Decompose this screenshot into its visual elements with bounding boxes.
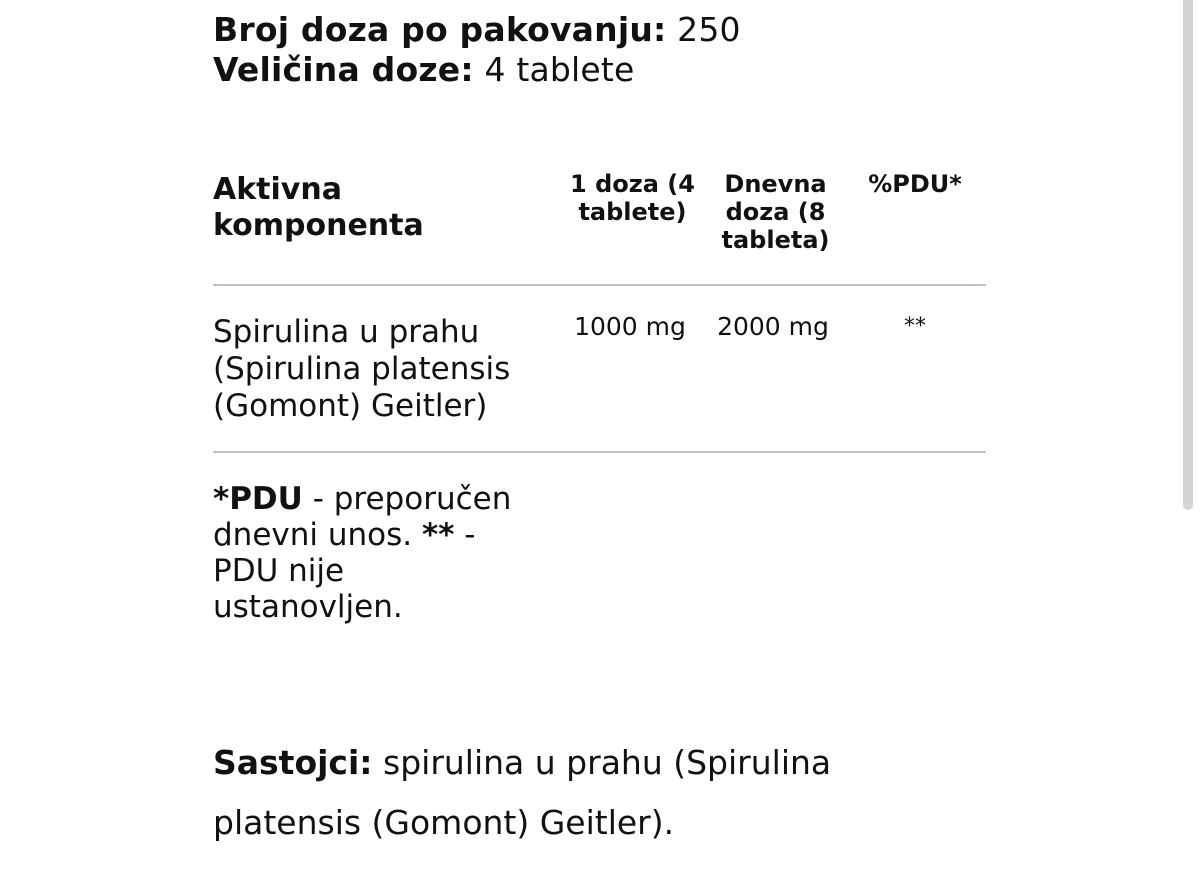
footnote-stars-definition: - PDU nije ustanovljen. (213, 517, 476, 625)
serving-size-value: 4 tablete (484, 50, 635, 89)
table-divider (213, 284, 986, 286)
ingredients-text: spirulina u prahu (Spirulina platensis (Gomont) Geitler). (213, 743, 832, 842)
scrollbar-thumb[interactable] (1183, 0, 1193, 510)
header-active-component: Aktivna komponenta (213, 172, 424, 243)
header-daily-dose: Dnevna doza (8 tableta) (721, 170, 830, 254)
footnote-pdu-definition: - preporučen dnevni unos. (213, 481, 512, 553)
table-cell-single-dose: 1000 mg (574, 312, 686, 341)
dose-info (213, 10, 741, 90)
serving-size (213, 50, 741, 90)
servings-value: 250 (677, 10, 741, 49)
footnote-pdu-term: *PDU (213, 481, 303, 517)
footnote-stars-term: ** (421, 517, 455, 553)
header-single-dose: 1 doza (4 tablete) (570, 170, 695, 226)
footnote (213, 481, 523, 625)
table-cell-ingredient: Spirulina u prahu (Spirulina platensis (Gomont) Geitler) (213, 314, 511, 424)
servings-per-package (213, 10, 741, 50)
serving-size-label: Veličina doze: (213, 50, 474, 89)
table-cell-daily-dose: 2000 mg (717, 312, 829, 341)
header-pdu: %PDU* (868, 170, 962, 198)
table-divider (213, 451, 986, 453)
table-cell-pdu: ** (904, 314, 926, 339)
servings-label: Broj doza po pakovanju: (213, 10, 667, 49)
ingredients-label: Sastojci: (213, 743, 373, 782)
ingredients (213, 733, 913, 853)
